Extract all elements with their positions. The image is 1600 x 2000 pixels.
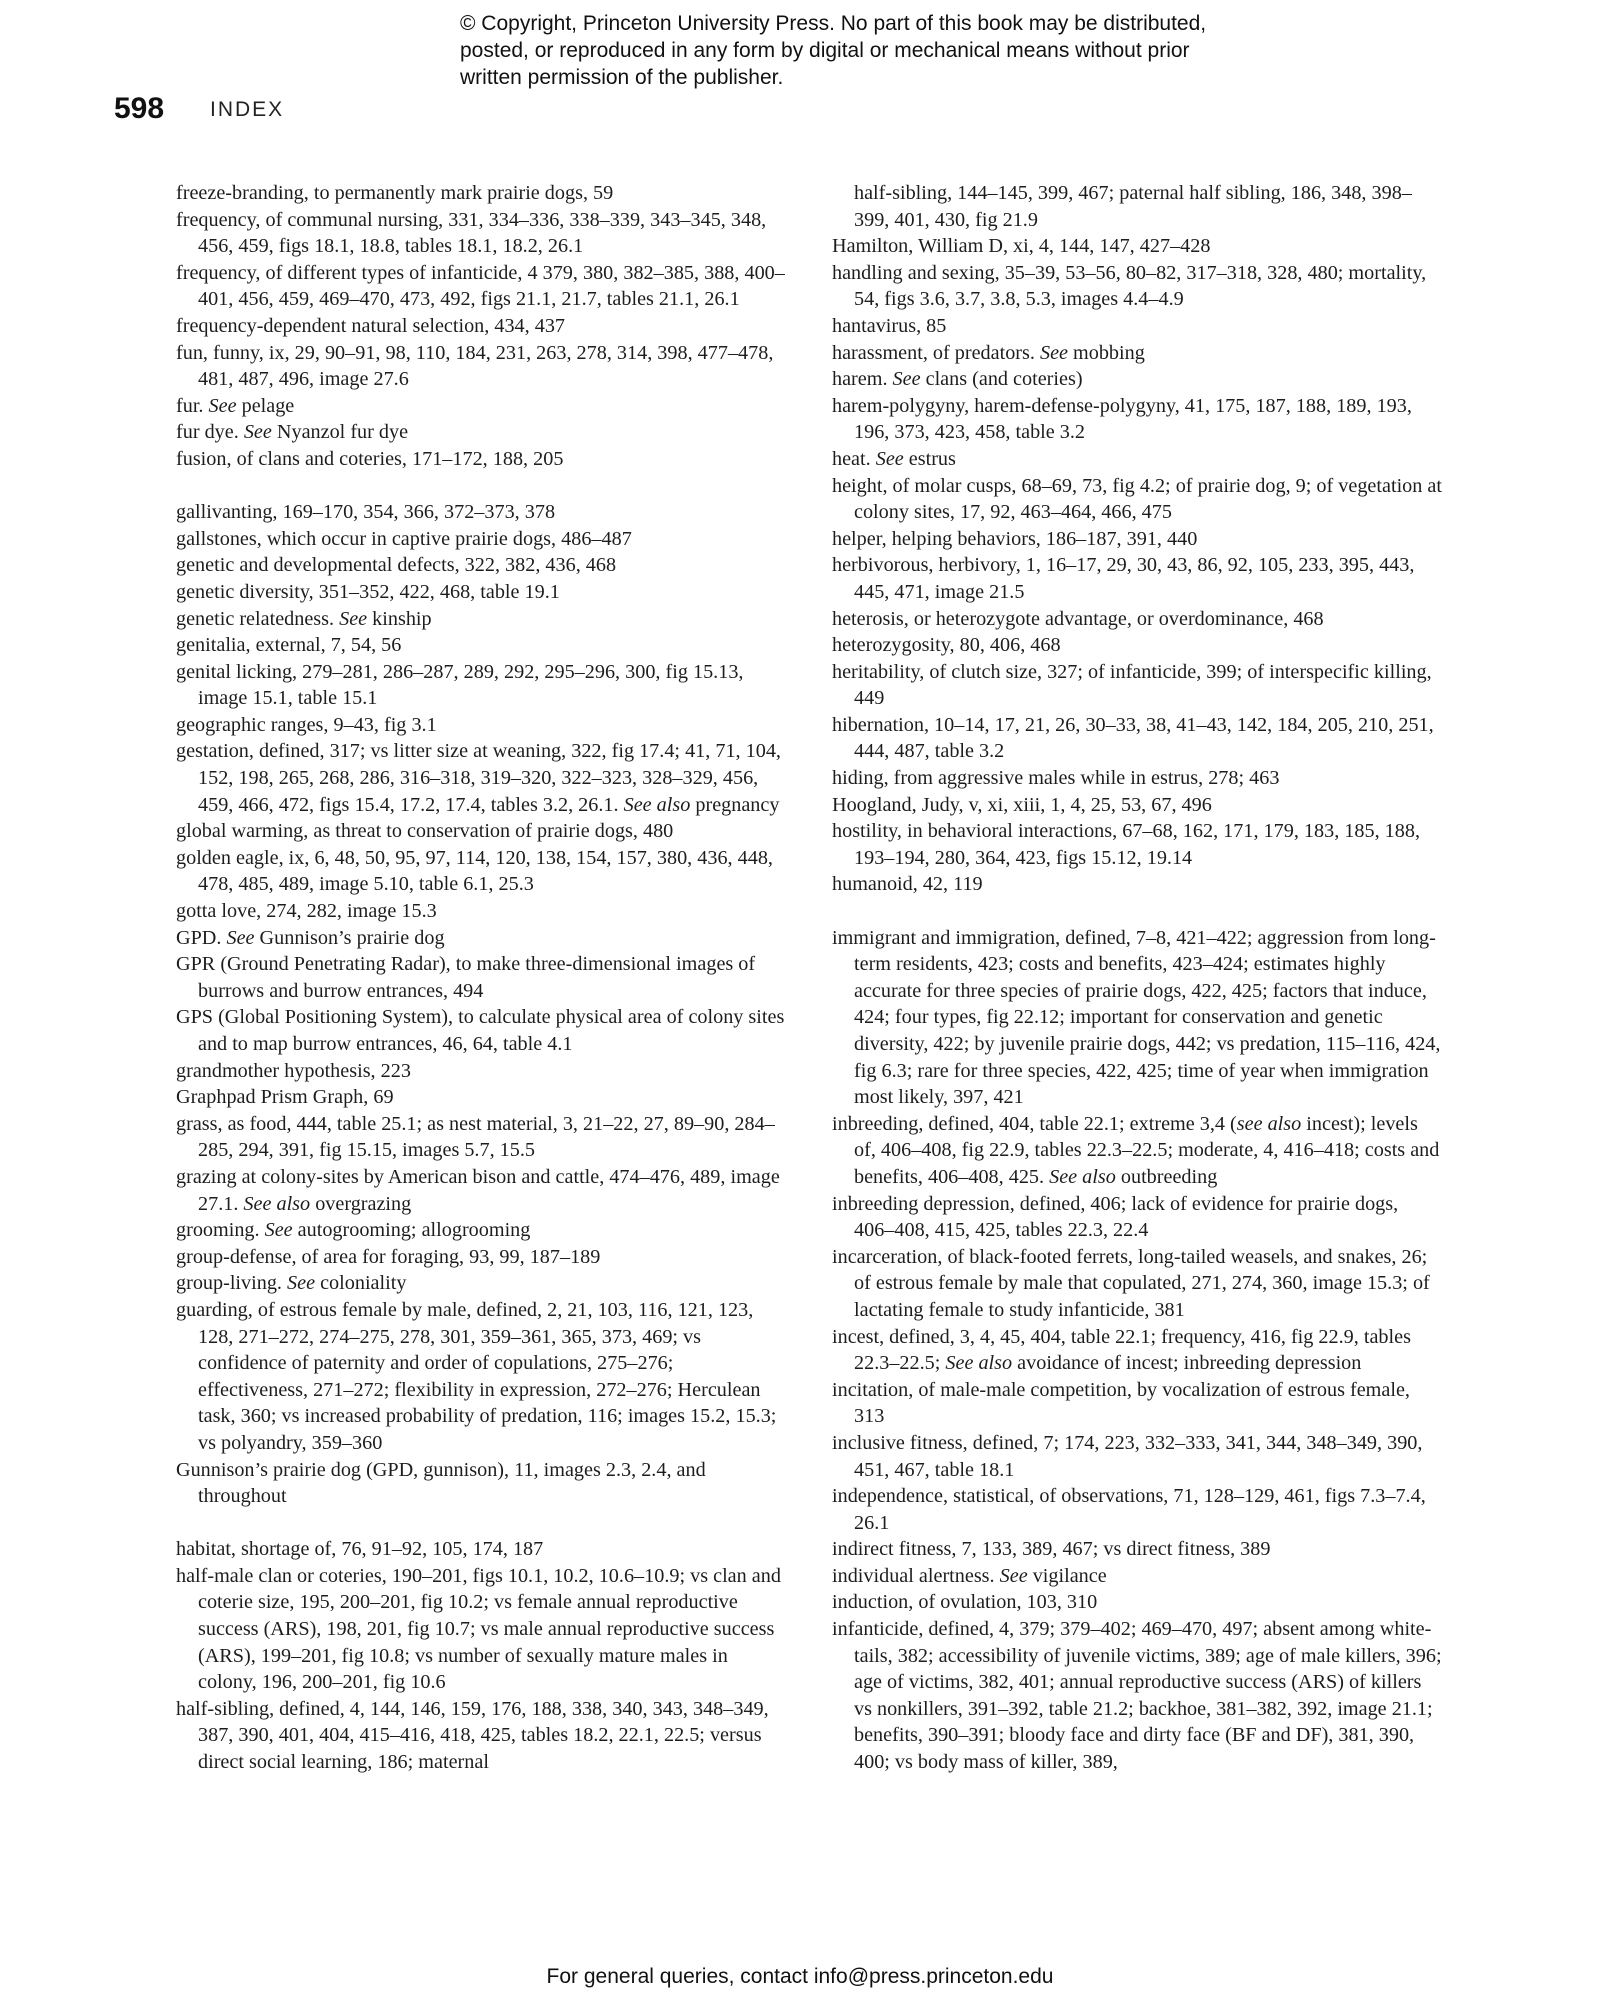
index-entry: Gunnison’s prairie dog (GPD, gunnison), 11, images 2.3, 2.4, and throughout xyxy=(176,1458,706,1508)
index-entry: individual alertness. See vigilance xyxy=(832,1564,1107,1587)
index-entry: global warming, as threat to conservation of prairie dogs, 480 xyxy=(176,820,674,843)
index-entry: induction, of ovulation, 103, 310 xyxy=(832,1591,1098,1614)
index-entry: handling and sexing, 35–39, 53–56, 80–82, 317–318, 328, 480; mortality, 54, figs 3.6, 3.7, 3.8, 5.3, images 4.4–4.9 xyxy=(832,261,1427,311)
index-entry: fun, funny, ix, 29, 90–91, 98, 110, 184, 231, 263, 278, 314, 398, 477–478, 481, 487, 496, image 27.6 xyxy=(176,341,774,391)
index-entry: humanoid, 42, 119 xyxy=(832,873,983,896)
index-entry: fur. See pelage xyxy=(176,394,295,417)
index-entry: gallstones, which occur in captive prairie dogs, 486–487 xyxy=(176,527,632,550)
index-entry: frequency, of different types of infanticide, 4 379, 380, 382–385, 388, 400–401, 456, 459, 469–470, 473, 492, figs 21.1, 21.7, tables 21.1, 26.1 xyxy=(176,261,785,311)
index-entry: genetic and developmental defects, 322, 382, 436, 468 xyxy=(176,554,617,577)
index-entry: hostility, in behavioral interactions, 67–68, 162, 171, 179, 183, 185, 188, 193–194, 280, 364, 423, figs 15.12, 19.14 xyxy=(832,820,1420,869)
index-entry: gotta love, 274, 282, image 15.3 xyxy=(176,900,437,923)
index-entry: freeze-branding, to permanently mark prairie dogs, 59 xyxy=(176,182,614,204)
index-entry: inbreeding, defined, 404, table 22.1; extreme 3,4 (see also incest); levels of, 406–408, fig 22.9, tables 22.3–22.5; moderate, 4, 416–418; costs and benefits, 406–408, 425. See also outbreeding xyxy=(832,1112,1440,1188)
index-entry: half-male clan or coteries, 190–201, figs 10.1, 10.2, 10.6–10.9; vs clan and coterie size, 195, 200–201, fig 10.2; vs female annual reproductive success (ARS), 198, 201, fig 10.7; vs male annual reproductive success (ARS), 199–201, fig 10.8; vs number of sexually mature males in colony, 196, 200–201, fig 10.6 xyxy=(176,1564,781,1694)
index-entry: genital licking, 279–281, 286–287, 289, 292, 295–296, 300, fig 15.13, image 15.1, table 15.1 xyxy=(176,660,744,710)
index-entry: Hoogland, Judy, v, xi, xiii, 1, 4, 25, 53, 67, 496 xyxy=(832,793,1212,816)
index-entry: harem-polygyny, harem-defense-polygyny, 41, 175, 187, 188, 189, 193, 196, 373, 423, 458, table 3.2 xyxy=(832,394,1412,444)
index-entry: inbreeding depression, defined, 406; lack of evidence for prairie dogs, 406–408, 415, 425, tables 22.3, 22.4 xyxy=(832,1192,1399,1242)
index-entry: golden eagle, ix, 6, 48, 50, 95, 97, 114, 120, 138, 154, 157, 380, 436, 448, 478, 485, 489, image 5.10, table 6.1, 25.3 xyxy=(176,846,773,896)
index-entry: group-defense, of area for foraging, 93, 99, 187–189 xyxy=(176,1245,601,1268)
page-number: 598 xyxy=(114,92,165,125)
index-entry: habitat, shortage of, 76, 91–92, 105, 174, 187 xyxy=(176,1538,544,1561)
index-entry: fusion, of clans and coteries, 171–172, 188, 205 xyxy=(176,447,564,470)
index-entry: grooming. See autogrooming; allogrooming xyxy=(176,1219,531,1242)
index-entry: harassment, of predators. See mobbing xyxy=(832,341,1145,364)
index-entry: helper, helping behaviors, 186–187, 391, 440 xyxy=(832,527,1198,550)
index-column-left xyxy=(176,180,786,1776)
index-entry: grandmother hypothesis, 223 xyxy=(176,1059,411,1082)
index-entry: independence, statistical, of observations, 71, 128–129, 461, figs 7.3–7.4, 26.1 xyxy=(832,1485,1426,1534)
index-entry: heat. See estrus xyxy=(832,447,956,470)
index-entry: inclusive fitness, defined, 7; 174, 223, 332–333, 341, 344, 348–349, 390, 451, 467, table 18.1 xyxy=(832,1431,1423,1481)
index-entry: incarceration, of black-footed ferrets, long-tailed weasels, and snakes, 26; of estrous female by male that copulated, 271, 274, 360, image 15.3; of lactating female to study infanticide, 381 xyxy=(832,1245,1430,1321)
index-entry: GPD. See Gunnison’s prairie dog xyxy=(176,926,445,949)
index-entry: hantavirus, 85 xyxy=(832,314,947,337)
index-entry: half-sibling, defined, 4, 144, 146, 159, 176, 188, 338, 340, 343, 348–349, 387, 390, 401, 404, 415–416, 418, 425, tables 18.2, 22.1, 22.5; versus direct social learning, 186; maternal xyxy=(176,1697,769,1774)
index-entry: frequency, of communal nursing, 331, 334–336, 338–339, 343–345, 348, 456, 459, figs 18.1, 18.8, tables 18.1, 18.2, 26.1 xyxy=(176,208,767,258)
index-entry: GPS (Global Positioning System), to calculate physical area of colony sites and to map burrow entrances, 46, 64, table 4.1 xyxy=(176,1006,785,1055)
index-entry: incitation, of male-male competition, by vocalization of estrous female, 313 xyxy=(832,1378,1410,1428)
index-entry: group-living. See coloniality xyxy=(176,1272,407,1295)
index-entry-continued: half-sibling, 144–145, 399, 467; paternal half sibling, 186, 348, 398–399, 401, 430, fig 21.9 xyxy=(854,182,1412,231)
index-entry: gestation, defined, 317; vs litter size at weaning, 322, fig 17.4; 41, 71, 104, 152, 198, 265, 268, 286, 316–318, 319–320, 322–323, 328–329, 456, 459, 466, 472, figs 15.4, 17.2, 17.4, tables 3.2, 26.1. See also pregnancy xyxy=(176,740,781,816)
index-entry: genetic diversity, 351–352, 422, 468, table 19.1 xyxy=(176,580,560,603)
footer-contact: For general queries, contact info@press.princeton.edu xyxy=(546,1965,1054,1988)
index-entry: hiding, from aggressive males while in estrus, 278; 463 xyxy=(832,767,1280,790)
index-entry: fur dye. See Nyanzol fur dye xyxy=(176,421,409,444)
index-entry: height, of molar cusps, 68–69, 73, fig 4.2; of prairie dog, 9; of vegetation at colony sites, 17, 92, 463–464, 466, 475 xyxy=(832,474,1442,524)
index-entry: genitalia, external, 7, 54, 56 xyxy=(176,634,402,657)
index-entry: heterosis, or heterozygote advantage, or overdominance, 468 xyxy=(832,607,1324,630)
index-entry: herbivorous, herbivory, 1, 16–17, 29, 30, 43, 86, 92, 105, 233, 395, 443, 445, 471, image 21.5 xyxy=(832,554,1415,603)
running-head: INDEX xyxy=(210,98,285,121)
index-entry: genetic relatedness. See kinship xyxy=(176,607,432,630)
index-entry: heritability, of clutch size, 327; of infanticide, 399; of interspecific killing, 449 xyxy=(832,660,1432,710)
index-entry: incest, defined, 3, 4, 45, 404, table 22.1; frequency, 416, fig 22.9, tables 22.3–22.5; See also avoidance of incest; inbreeding depression xyxy=(832,1325,1411,1375)
index-entry: frequency-dependent natural selection, 434, 437 xyxy=(176,314,566,337)
index-entry: guarding, of estrous female by male, defined, 2, 21, 103, 116, 121, 123, 128, 271–272, 274–275, 278, 301, 359–361, 365, 373, 469; vs confidence of paternity and order of copulations, 275–276; effectiveness, 271–272; flexibility in expression, 272–276; Herculean task, 360; vs increased probability of predation, 116; images 15.2, 15.3; vs polyandry, 359–360 xyxy=(176,1298,777,1454)
index-entry: GPR (Ground Penetrating Radar), to make three-dimensional images of burrows and burrow entrances, 494 xyxy=(176,953,756,1002)
index-entry: gallivanting, 169–170, 354, 366, 372–373, 378 xyxy=(176,501,556,524)
index-column-right xyxy=(832,180,1442,1776)
index-entry: immigrant and immigration, defined, 7–8, 421–422; aggression from long-term residents, 423; costs and benefits, 423–424; estimates highly accurate for three species of prairie dogs, 422, 425; factors that induce, 424; four types, fig 22.12; important for conservation and genetic diversity, 422; by juvenile prairie dogs, 442; vs predation, 115–116, 424, fig 6.3; rare for three species, 422, 425; time of year when immigration most likely, 397, 421 xyxy=(832,926,1441,1109)
index-entry: harem. See clans (and coteries) xyxy=(832,368,1083,391)
index-entry: hibernation, 10–14, 17, 21, 26, 30–33, 38, 41–43, 142, 184, 205, 210, 251, 444, 487, table 3.2 xyxy=(832,713,1434,763)
index-entry: indirect fitness, 7, 133, 389, 467; vs direct fitness, 389 xyxy=(832,1538,1271,1561)
index-entry: grass, as food, 444, table 25.1; as nest material, 3, 21–22, 27, 89–90, 284–285, 294, 391, fig 15.15, images 5.7, 15.5 xyxy=(176,1112,775,1162)
index-entry: geographic ranges, 9–43, fig 3.1 xyxy=(176,713,437,736)
index-entry: Hamilton, William D, xi, 4, 144, 147, 427–428 xyxy=(832,235,1211,258)
copyright-notice: © Copyright, Princeton University Press. No part of this book may be distributed, posted, or reproduced in any form by digital or mechanical means without prior written permission of the publisher. xyxy=(460,12,1207,89)
index-entry: infanticide, defined, 4, 379; 379–402; 469–470, 497; absent among white-tails, 382; accessibility of juvenile victims, 389; age of male killers, 396; age of victims, 382, 401; annual reproductive success (ARS) of killers vs nonkillers, 391–392, table 21.2; backhoe, 381–382, 392, image 21.1; benefits, 390–391; bloody face and dirty face (BF and DF), 381, 390, 400; vs body mass of killer, 389, xyxy=(832,1618,1442,1774)
index-entry: grazing at colony-sites by American bison and cattle, 474–476, 489, image 27.1. See also overgrazing xyxy=(176,1165,780,1215)
index-entry: Graphpad Prism Graph, 69 xyxy=(176,1086,394,1109)
index-entry: heterozygosity, 80, 406, 468 xyxy=(832,634,1061,657)
